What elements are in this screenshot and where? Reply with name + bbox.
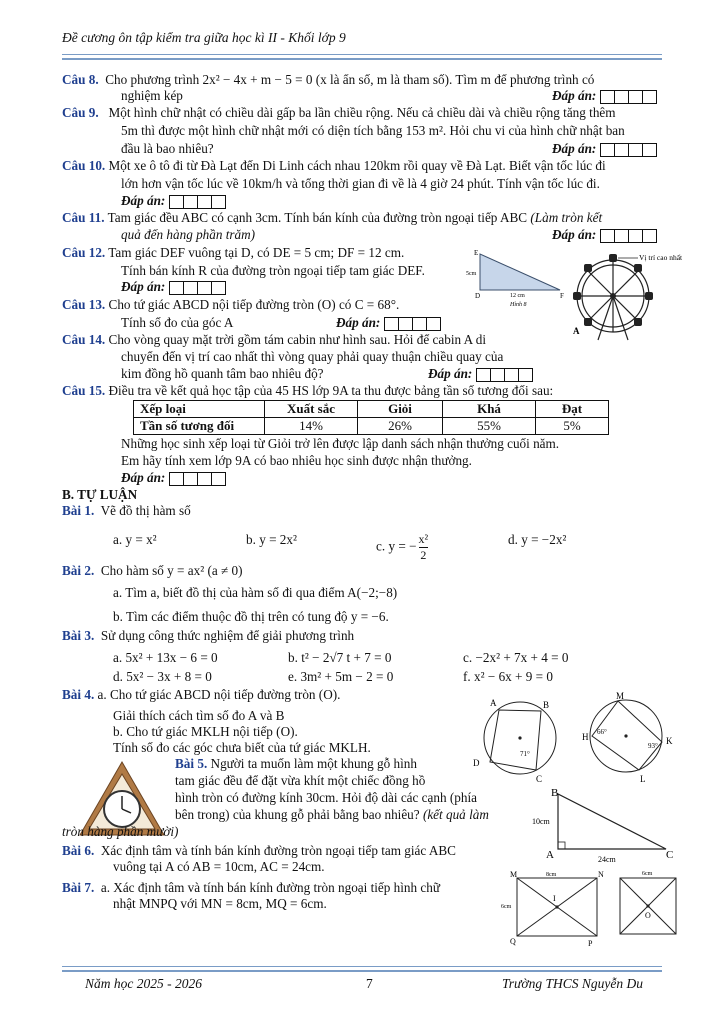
b3-b: b. t² − 2√7 t + 7 = 0 [288,650,392,665]
q14-line1: Câu 14. Cho vòng quay mặt trời gồm tám cabin như hình sau. Hỏi để cabin A di [62,332,486,347]
b6-line2: vuông tại A có AB = 10cm, AC = 24cm. [113,859,325,874]
b2-a: a. Tìm a, biết đồ thị của hàm số đi qua điểm A(−2;−8) [113,585,398,600]
q13-line2: Tính số đo của góc A [121,315,234,330]
b3-line: Bài 3. Sử dụng công thức nghiệm để giải phương trình [62,628,355,643]
q8-answer: Đáp án: [552,88,656,104]
b5-line3: hình tròn có đường kính 30cm. Hỏi độ dài các cạnh (phía [175,790,477,805]
q12-line1: Câu 12. Tam giác DEF vuông tại D, có DE = 5 cm; DF = 12 cm. [62,245,405,260]
q9-line2: 5m thì được một hình chữ nhật mới có diện tích bằng 153 m². Hỏi chu vi của hình chữ nhật ban [121,123,625,138]
q9-line1: Câu 9. Một hình chữ nhật có chiều dài gấp ba lần chiều rộng. Nếu cả chiều dài và chiều rộng tăng thêm [62,105,616,120]
svg-text:F: F [560,292,564,300]
svg-text:P: P [588,939,593,948]
b4-line3: b. Cho tứ giác MKLH nội tiếp (O). [113,724,298,739]
b5-line1: Bài 5. Người ta muốn làm một khung gỗ hình [175,756,417,771]
q15-line2: Những học sinh xếp loại từ Giỏi trở lên được lập danh sách nhận thưởng cuối năm. [121,436,560,451]
svg-text:O: O [645,911,651,920]
b3-a: a. 5x² + 13x − 6 = 0 [113,650,218,665]
svg-text:M: M [616,691,625,701]
svg-text:I: I [553,894,556,903]
b2-line: Bài 2. Cho hàm số y = ax² (a ≠ 0) [62,563,243,578]
q9-answer: Đáp án: [552,141,656,157]
frequency-table: Xếp loại Xuất sắc Giỏi Khá Đạt Tần số tương đối 14% 26% 55% 5% [133,400,609,435]
b7-line2: nhật MNPQ với MN = 8cm, MQ = 6cm. [113,896,327,911]
svg-text:N: N [598,870,604,879]
svg-text:C: C [666,849,674,861]
footer-year: Năm học 2025 - 2026 [85,976,202,991]
footer-rule-2 [62,970,662,972]
svg-text:L: L [640,774,646,784]
svg-text:71°: 71° [520,750,530,758]
q11-line1: Câu 11. Tam giác đều ABC có cạnh 3cm. Tính bán kính của đường tròn ngoại tiếp ABC (Làm tròn kết [62,210,603,225]
svg-text:D: D [473,758,480,768]
b7-line1: Bài 7. a. Xác định tâm và tính bán kính đường tròn ngoại tiếp hình chữ [62,880,441,895]
footer-page-number: 7 [366,976,373,991]
footer-school: Trường THCS Nguyễn Du [502,976,643,991]
b3-d: d. 5x² − 3x + 8 = 0 [113,669,212,684]
q15-line3: Em hãy tính xem lớp 9A có bao nhiêu học sinh được nhận thưởng. [121,453,472,468]
svg-text:H: H [582,732,589,742]
b1-d: d. y = −2x² [508,532,567,547]
svg-text:A: A [573,326,580,336]
q13-line1: Câu 13. Cho tứ giác ABCD nội tiếp đường tròn (O) có C = 68°. [62,297,400,312]
svg-text:B: B [543,700,550,710]
b2-b: b. Tìm các điểm thuộc đồ thị trên có tung độ y = −6. [113,609,389,624]
q11-answer: Đáp án: [552,227,656,243]
q14-line3: kim đồng hồ quanh tâm bao nhiêu độ? [121,366,324,381]
svg-text:12 cm: 12 cm [510,293,525,299]
q10-answer: Đáp án: [121,193,725,209]
svg-text:5cm: 5cm [466,271,477,277]
svg-text:6cm: 6cm [501,904,512,910]
b6-line1: Bài 6. Xác định tâm và tính bán kính đường tròn ngoại tiếp tam giác ABC [62,843,456,858]
figure-rectangle-mnpq [500,868,610,948]
q14-answer: Đáp án: [428,366,532,382]
q8-line1: Câu 8. Cho phương trình 2x² − 4x + m − 5 = 0 (x là ẩn số, m là tham số). Tìm m để phương trình có [62,72,595,87]
b1-line: Bài 1. Vẽ đồ thị hàm số [62,503,191,518]
b1-b: b. y = 2x² [246,532,297,547]
q15-answer: Đáp án: [121,470,725,486]
q14-line2: chuyển đến vị trí cao nhất thì vòng quay phải quay thuận chiều quay của [121,349,504,364]
b5-line2: tam giác đều để đặt vừa khít một chiếc đồng hồ [175,773,426,788]
q12-line2: Tính bán kính R của đường tròn ngoại tiếp tam giác DEF. [121,263,425,278]
svg-text:8cm: 8cm [546,872,557,878]
svg-text:D: D [475,292,481,300]
svg-text:10cm: 10cm [532,817,550,826]
q12-answer: Đáp án: [121,279,725,295]
svg-text:K: K [666,736,673,746]
svg-text:93°: 93° [648,742,658,750]
b3-c: c. −2x² + 7x + 4 = 0 [463,650,569,665]
svg-text:A: A [490,698,497,708]
svg-text:M: M [510,870,518,879]
q15-line1: Câu 15. Điều tra về kết quả học tập của 45 HS lớp 9A ta thu được bảng tần số tương đối sau: [62,383,554,398]
svg-text:6cm: 6cm [642,871,653,877]
b4-line2: Giải thích cách tìm số đo A và B [113,708,285,723]
b1-c: c. y = − $\frac{\text{x²}}{2}$ [376,532,429,562]
b5-line5: tròn hàng phần mười) [62,824,179,839]
header-title: Đề cương ôn tập kiểm tra giữa học kì II - Khối lớp 9 [62,30,346,45]
header-rule [62,54,662,55]
b3-e: e. 3m² + 5m − 2 = 0 [288,669,394,684]
q8-line2: nghiệm kép [121,88,183,103]
svg-text:Hình 8: Hình 8 [510,302,527,308]
part-b-title: B. TỰ LUẬN [62,487,138,502]
svg-text:E: E [474,249,479,257]
svg-text:B: B [551,787,559,799]
figure-square [612,866,684,946]
header-rule-2 [62,58,662,60]
b3-f: f. x² − 6x + 9 = 0 [463,669,554,684]
svg-text:24cm: 24cm [598,855,616,864]
svg-text:Q: Q [510,937,516,946]
svg-text:A: A [546,849,554,861]
q11-line2: quả đến hàng phần trăm) [121,227,256,242]
b4-line4: Tính số đo các góc chưa biết của tứ giác MKLH. [113,740,371,755]
b1-a: a. y = x² [113,532,157,547]
q9-line3: đầu là bao nhiêu? [121,141,214,156]
q10-line2: lớn hơn vận tốc lúc về 10km/h và tổng thời gian đi về là 4 giờ 24 phút. Tính vận tốc lúc đi. [121,176,600,191]
q13-answer: Đáp án: [336,315,440,331]
footer-rule [62,966,662,967]
q10-line1: Câu 10. Một xe ô tô đi từ Đà Lạt đến Di Linh cách nhau 120km rồi quay về Đà Lạt. Biết vận tốc lúc đi [62,158,606,173]
b4-line1: Bài 4. a. Cho tứ giác ABCD nội tiếp đường tròn (O). [62,687,341,702]
svg-text:Vị trí cao nhất: Vị trí cao nhất [639,253,683,262]
svg-text:C: C [536,774,543,784]
b5-line4: bên trong) của khung gỗ phải bằng bao nhiêu? (kết quả làm [175,807,489,822]
svg-text:66°: 66° [597,728,607,736]
